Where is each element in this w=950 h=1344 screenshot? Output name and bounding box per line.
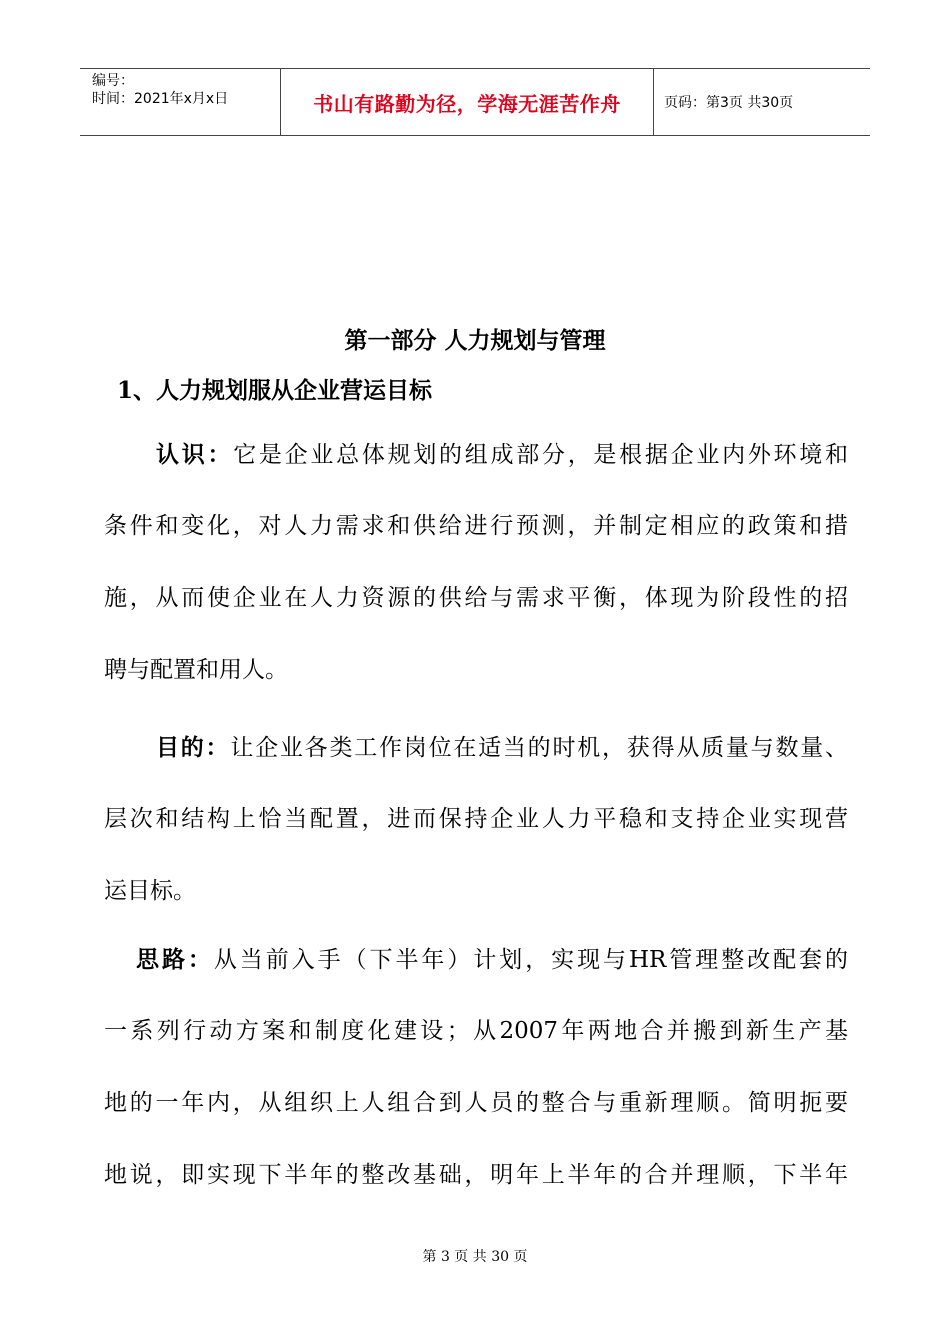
paragraph-line: 地的一年内，从组织上人组合到人员的整合与重新理顺。简明扼要: [104, 1090, 848, 1116]
paragraph-line: 条件和变化，对人力需求和供给进行预测，并制定相应的政策和措: [104, 513, 848, 539]
section-heading: 1、人力规划服从企业营运目标: [117, 377, 433, 404]
document-title: 第一部分 人力规划与管理: [344, 327, 606, 354]
paragraph-line: 运目标。: [104, 878, 196, 904]
paragraph-line: 认识：它是企业总体规划的组成部分，是根据企业内外环境和: [156, 441, 848, 468]
number-label: 编号：: [92, 73, 134, 89]
paragraph-line: 地说，即实现下半年的整改基础，明年上半年的合并理顺，下半年: [104, 1162, 848, 1188]
paragraph-line: 施，从而使企业在人力资源的供给与需求平衡，体现为阶段性的招: [104, 585, 848, 611]
page-footer: 第 3 页 共 30 页: [422, 1249, 528, 1265]
header-motto-cell: [281, 69, 654, 135]
header-motto: 书山有路勤为径，学海无涯苦作舟: [313, 91, 621, 116]
header-meta: [80, 69, 281, 135]
paragraph-label: 思路：: [136, 946, 214, 973]
paragraph-label: 认识：: [156, 441, 234, 468]
paragraph-line: 层次和结构上恰当配置，进而保持企业人力平稳和支持企业实现营: [104, 806, 848, 832]
paragraph-line: 目的：让企业各类工作岗位在适当的时机，获得从质量与数量、: [156, 734, 848, 761]
paragraph-approach: [104, 942, 848, 1230]
paragraph-recognition: [104, 437, 848, 725]
paragraph-line: 聘与配置和用人。: [104, 657, 288, 683]
paragraph-line: 一系列行动方案和制度化建设；从2007年两地合并搬到新生产基: [104, 1018, 848, 1044]
time-label: 时间：2021年x月x日: [92, 91, 229, 107]
header-table: [80, 68, 870, 136]
paragraph-purpose: [104, 730, 848, 946]
paragraph-line: 思路：从当前入手（下半年）计划，实现与HR管理整改配套的: [136, 946, 848, 973]
paragraph-label: 目的：: [156, 734, 231, 761]
header-page-info: 页码：第3页 共30页: [664, 95, 794, 111]
